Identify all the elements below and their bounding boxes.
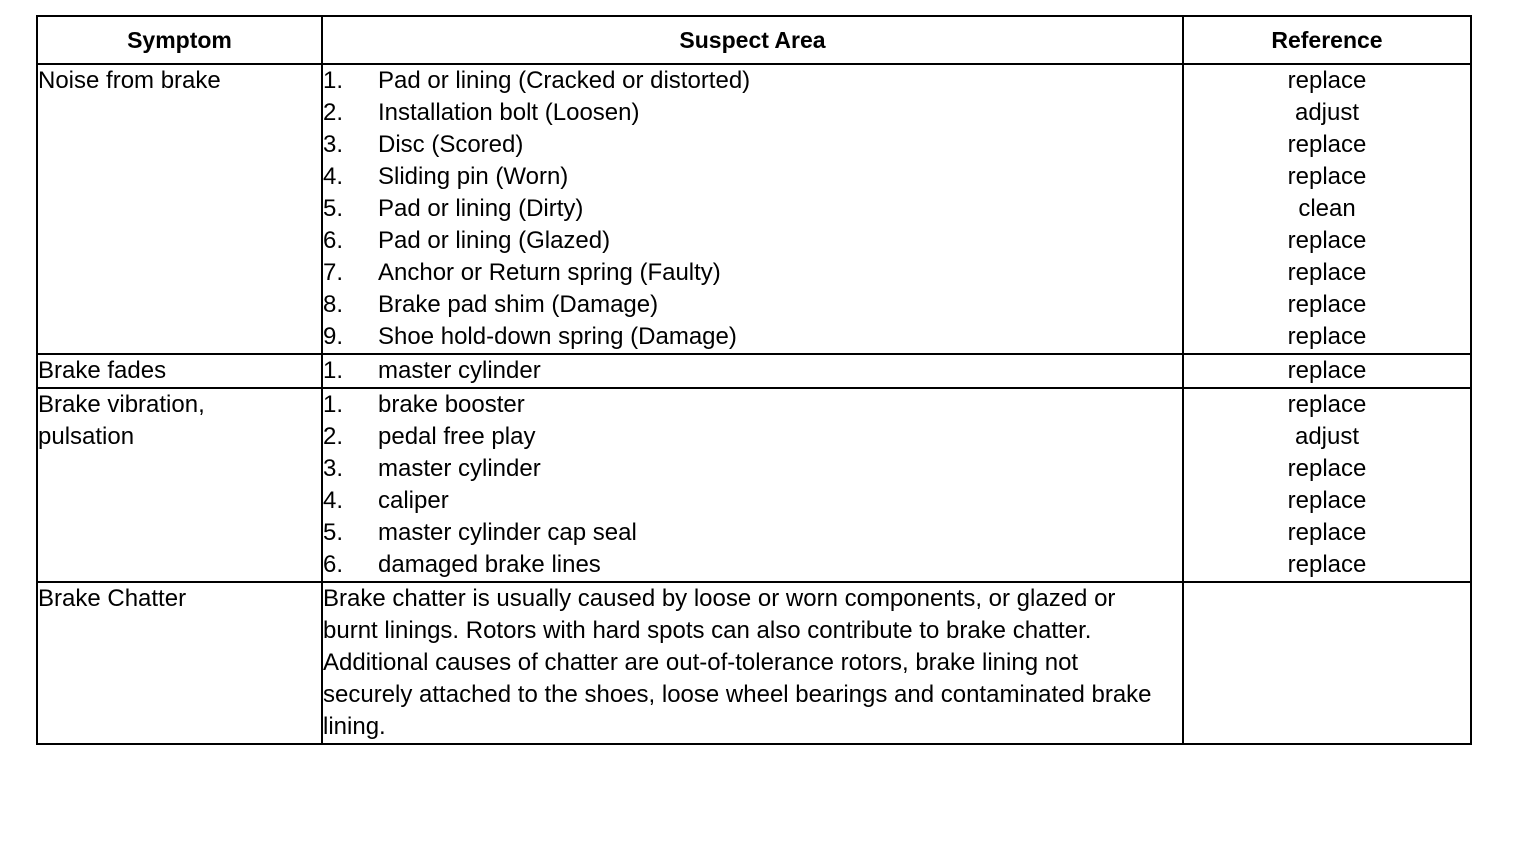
table-row-fades: [37, 354, 1471, 388]
reference-value: replace: [1287, 163, 1367, 190]
symptom-cell: [37, 582, 322, 744]
suspect-item: 3. Disc (Scored): [323, 131, 524, 158]
symptom-cell: [37, 388, 322, 582]
reference-value: replace: [1287, 131, 1367, 158]
suspect-item: 9. Shoe hold-down spring (Damage): [323, 323, 737, 350]
troubleshooting-table: [36, 15, 1472, 745]
symptom-text: Brake fades: [38, 357, 167, 384]
suspect-item: 1. Pad or lining (Cracked or distorted): [323, 67, 751, 94]
suspect-item: 8. Brake pad shim (Damage): [323, 291, 659, 318]
suspect-item: 6. damaged brake lines: [323, 551, 601, 578]
header-suspect-area: Suspect Area: [322, 16, 1183, 64]
suspect-item: 2. pedal free play: [323, 423, 536, 450]
header-symptom: Symptom: [37, 16, 322, 64]
reference-value: adjust: [1294, 423, 1360, 450]
reference-value: adjust: [1294, 99, 1360, 126]
suspect-item: 1. master cylinder: [323, 357, 541, 384]
symptom-cell: [37, 64, 322, 354]
header-reference: Reference: [1183, 16, 1471, 64]
reference-value: replace: [1287, 323, 1367, 350]
reference-cell: [1183, 388, 1471, 582]
suspect-item: 4. Sliding pin (Worn): [323, 163, 569, 190]
reference-value: replace: [1287, 455, 1367, 482]
symptom-cell: [37, 354, 322, 388]
symptom-text-line: pulsation: [38, 423, 135, 450]
table-row-chatter: [37, 582, 1471, 744]
header-row: [37, 16, 1471, 64]
reference-value: clean: [1298, 195, 1356, 222]
reference-value: replace: [1287, 357, 1367, 384]
reference-cell: [1183, 354, 1471, 388]
table-row-vibration: [37, 388, 1471, 582]
table-row-noise: [37, 64, 1471, 354]
suspect-cell: [322, 354, 1183, 388]
symptom-text: Brake Chatter: [38, 585, 187, 612]
reference-value: replace: [1287, 391, 1367, 418]
symptom-text: Noise from brake: [38, 67, 221, 94]
chatter-description: Brake chatter is usually caused by loose or worn components, or glazed or burnt linings. Rotors with hard spots can also contribute to brake chatter. Additional causes of chatter are out-of-tolerance rotors, brake lining not securely attached to the shoes, loose wheel bearings and contaminated brake lining.: [323, 585, 1152, 740]
symptom-text-line: Brake vibration,: [38, 391, 205, 418]
reference-cell-empty: [1183, 582, 1471, 744]
suspect-item: 5. master cylinder cap seal: [323, 519, 637, 546]
suspect-item: 2. Installation bolt (Loosen): [323, 99, 640, 126]
reference-value: replace: [1287, 551, 1367, 578]
reference-cell: [1183, 64, 1471, 354]
reference-value: replace: [1287, 259, 1367, 286]
reference-value: replace: [1287, 487, 1367, 514]
suspect-item: 6. Pad or lining (Glazed): [323, 227, 611, 254]
suspect-item: 4. caliper: [323, 487, 449, 514]
suspect-cell: [322, 388, 1183, 582]
reference-value: replace: [1287, 291, 1367, 318]
suspect-item: 1. brake booster: [323, 391, 525, 418]
reference-value: replace: [1287, 67, 1367, 94]
suspect-cell: [322, 582, 1183, 744]
reference-value: replace: [1287, 227, 1367, 254]
reference-value: replace: [1287, 519, 1367, 546]
suspect-item: 7. Anchor or Return spring (Faulty): [323, 259, 721, 286]
suspect-item: 5. Pad or lining (Dirty): [323, 195, 584, 222]
suspect-cell: [322, 64, 1183, 354]
suspect-item: 3. master cylinder: [323, 455, 541, 482]
